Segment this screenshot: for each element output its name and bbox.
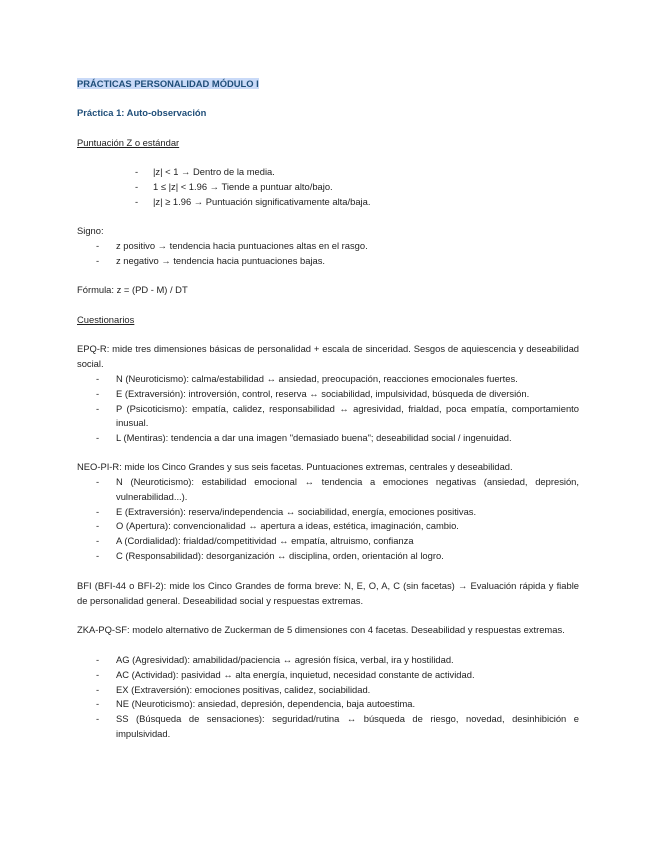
title-highlight: PRÁCTICAS PERSONALIDAD MÓDULO I [77,78,259,89]
list-item: - |z| ≥ 1.96 → Puntuación significativamente alta/baja. [77,195,579,210]
list-item: - L (Mentiras): tendencia a dar una imagen "demasiado buena"; deseabilidad social / ingenuidad. [77,431,579,446]
list-item: - z negativo → tendencia hacia puntuaciones bajas. [77,254,579,269]
list-item: - O (Apertura): convencionalidad ↔ apertura a ideas, estética, imaginación, cambio. [77,519,579,534]
list-item: - N (Neuroticismo): estabilidad emocional ↔ tendencia a emociones negativas (ansiedad, depresión, vulnerabilidad...). [77,475,579,505]
zscore-heading [77,136,579,151]
zscore-list [77,165,579,209]
list-item: - AG (Agresividad): amabilidad/paciencia ↔ agresión física, verbal, ira y hostilidad. [77,653,579,668]
bfi-intro: BFI (BFI-44 o BFI-2): mide los Cinco Grandes de forma breve: N, E, O, A, C (sin facetas) → Evaluación rápida y fiable de personalidad general. Deseabilidad social y respuestas extremas. [77,580,579,606]
sign-heading: Signo: [77,225,104,236]
list-item: - AC (Actividad): pasividad ↔ alta energía, inquietud, necesidad constante de actividad. [77,668,579,683]
document-title [77,77,579,92]
list-item: - NE (Neuroticismo): ansiedad, depresión, dependencia, baja autoestima. [77,697,579,712]
epq-intro: EPQ-R: mide tres dimensiones básicas de personalidad + escala de sinceridad. Sesgos de aquiescencia y deseabilidad social. [77,343,579,369]
list-item: - EX (Extraversión): emociones positivas, calidez, sociabilidad. [77,683,579,698]
zka-list [77,653,579,742]
neo-intro: NEO-PI-R: mide los Cinco Grandes y sus seis facetas. Puntuaciones extremas, centrales y deseabilidad. [77,461,513,472]
questionnaires-heading-text: Cuestionarios [77,314,135,325]
zscore-heading-text: Puntuación Z o estándar [77,137,180,148]
list-item: - A (Cordialidad): frialdad/competitividad ↔ empatía, altruismo, confianza [77,534,579,549]
list-item: - E (Extraversión): introversión, control, reserva ↔ sociabilidad, impulsividad, búsqueda de diversión. [77,387,579,402]
list-item: - N (Neuroticismo): calma/estabilidad ↔ ansiedad, preocupación, reacciones emocionales fuertes. [77,372,579,387]
zka-intro: ZKA-PQ-SF: modelo alternativo de Zuckerman de 5 dimensiones con 4 facetas. Deseabilidad y respuestas extremas. [77,624,565,635]
sign-list [77,239,579,269]
neo-list [77,475,579,564]
list-item: - 1 ≤ |z| < 1.96 → Tiende a puntuar alto/bajo. [77,180,579,195]
list-item: - E (Extraversión): reserva/independencia ↔ sociabilidad, energía, emociones positivas. [77,505,579,520]
list-item: - |z| < 1 → Dentro de la media. [77,165,579,180]
epq-list [77,372,579,446]
list-item: - z positivo → tendencia hacia puntuaciones altas en el rasgo. [77,239,579,254]
list-item: - SS (Búsqueda de sensaciones): seguridad/rutina ↔ búsqueda de riesgo, novedad, desinhibición e impulsividad. [77,712,579,742]
questionnaires-heading [77,313,579,328]
list-item: - C (Responsabilidad): desorganización ↔ disciplina, orden, orientación al logro. [77,549,579,564]
practice-heading: Práctica 1: Auto-observación [77,107,207,118]
formula-line: Fórmula: z = (PD - M) / DT [77,284,188,295]
list-item: - P (Psicoticismo): empatía, calidez, responsabilidad ↔ agresividad, frialdad, poca empatía, comportamiento inusual. [77,402,579,432]
